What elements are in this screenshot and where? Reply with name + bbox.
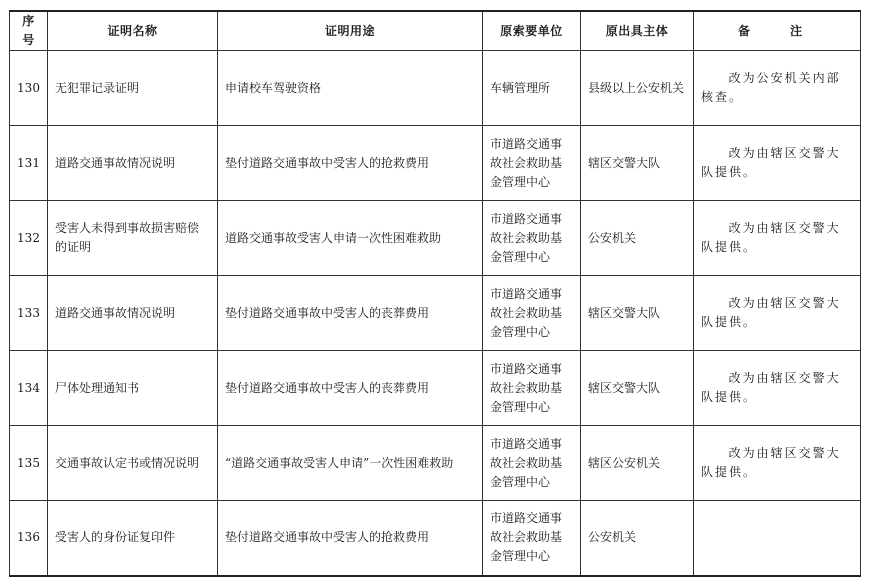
cell-issuer: 公安机关 [581,501,694,576]
cell-requester: 市道路交通事故社会救助基金管理中心 [483,201,581,276]
header-purpose: 证明用途 [218,11,483,51]
cell-remark: 改为由辖区交警大队提供。 [694,426,861,501]
certificate-table [9,10,861,577]
header-name: 证明名称 [48,11,218,51]
cell-requester: 市道路交通事故社会救助基金管理中心 [483,276,581,351]
cell-remark: 改为由辖区交警大队提供。 [694,276,861,351]
cell-requester: 市道路交通事故社会救助基金管理中心 [483,426,581,501]
cell-issuer: 辖区交警大队 [581,276,694,351]
table-row [10,351,861,426]
cell-requester: 市道路交通事故社会救助基金管理中心 [483,126,581,201]
cell-seq: 130 [10,51,48,126]
header-remark: 备 注 [694,11,861,51]
cell-remark: 改为由辖区交警大队提供。 [694,201,861,276]
cell-requester: 车辆管理所 [483,51,581,126]
cell-name: 道路交通事故情况说明 [48,276,218,351]
cell-purpose: 道路交通事故受害人申请一次性困难救助 [218,201,483,276]
certificate-table-page [9,10,860,577]
cell-seq: 133 [10,276,48,351]
cell-requester: 市道路交通事故社会救助基金管理中心 [483,501,581,576]
table-row [10,201,861,276]
cell-purpose: 申请校车驾驶资格 [218,51,483,126]
cell-purpose: “道路交通事故受害人申请”一次性困难救助 [218,426,483,501]
cell-name: 交通事故认定书或情况说明 [48,426,218,501]
table-row [10,51,861,126]
table-row [10,501,861,576]
cell-issuer: 县级以上公安机关 [581,51,694,126]
table-row [10,276,861,351]
cell-remark: 改为公安机关内部核查。 [694,51,861,126]
cell-issuer: 辖区交警大队 [581,126,694,201]
header-requester: 原索要单位 [483,11,581,51]
cell-remark [694,501,861,576]
cell-issuer: 公安机关 [581,201,694,276]
header-seq: 序号 [10,11,48,51]
header-issuer: 原出具主体 [581,11,694,51]
cell-issuer: 辖区公安机关 [581,426,694,501]
table-row [10,426,861,501]
cell-purpose: 垫付道路交通事故中受害人的抢救费用 [218,501,483,576]
cell-seq: 132 [10,201,48,276]
cell-name: 道路交通事故情况说明 [48,126,218,201]
cell-seq: 131 [10,126,48,201]
cell-remark: 改为由辖区交警大队提供。 [694,126,861,201]
table-header-row [10,11,861,51]
cell-name: 受害人未得到事故损害赔偿的证明 [48,201,218,276]
cell-requester: 市道路交通事故社会救助基金管理中心 [483,351,581,426]
cell-seq: 135 [10,426,48,501]
cell-issuer: 辖区交警大队 [581,351,694,426]
cell-name: 受害人的身份证复印件 [48,501,218,576]
cell-seq: 136 [10,501,48,576]
cell-seq: 134 [10,351,48,426]
cell-name: 无犯罪记录证明 [48,51,218,126]
cell-purpose: 垫付道路交通事故中受害人的抢救费用 [218,126,483,201]
cell-purpose: 垫付道路交通事故中受害人的丧葬费用 [218,276,483,351]
table-row [10,126,861,201]
cell-purpose: 垫付道路交通事故中受害人的丧葬费用 [218,351,483,426]
cell-name: 尸体处理通知书 [48,351,218,426]
cell-remark: 改为由辖区交警大队提供。 [694,351,861,426]
